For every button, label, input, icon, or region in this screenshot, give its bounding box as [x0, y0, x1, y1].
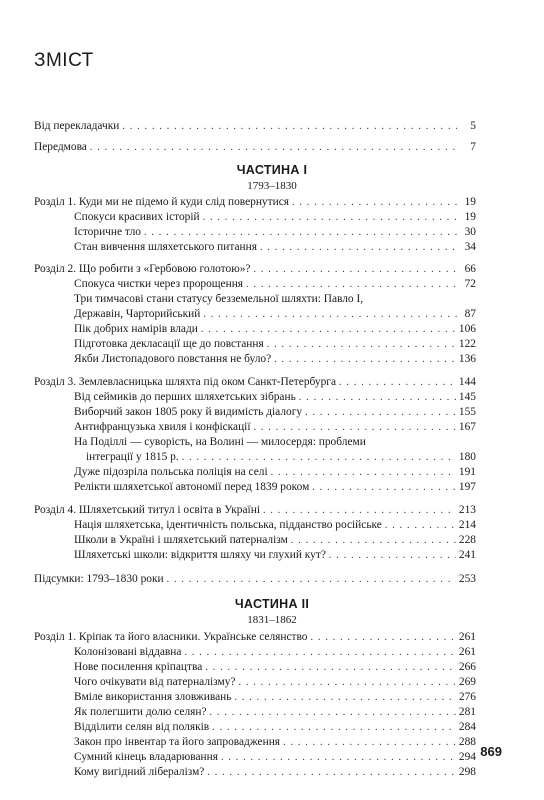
toc-entry: [34, 120, 476, 133]
toc-subentry-label: Спокуса чистки через пророщення: [74, 278, 244, 290]
toc-subentry: [74, 519, 476, 532]
toc-subentry-label: Нація шляхетська, ідентичність польська, підданство російське: [74, 519, 382, 531]
dot-leader: [203, 308, 457, 321]
dot-leader: [122, 120, 457, 133]
toc-subentry-label: Школи в Україні і шляхетський патерналізм: [74, 534, 288, 546]
dot-leader: [260, 241, 457, 254]
dot-leader: [182, 451, 456, 464]
dot-leader: [238, 676, 455, 689]
toc-subentry: [74, 646, 476, 659]
toc-entry-page: 155: [458, 406, 476, 418]
toc-entry-page: 87: [464, 308, 476, 320]
dot-leader: [311, 631, 456, 644]
toc-subentry: [74, 226, 476, 239]
dot-leader: [144, 226, 457, 239]
toc-subentry-label: Шляхетські школи: відкриття шляху чи глухий кут?: [74, 549, 326, 561]
dot-leader: [274, 353, 456, 366]
toc-subentry: [74, 278, 476, 291]
toc-subentry: [74, 338, 476, 351]
toc-entry-page: 19: [464, 196, 476, 208]
toc-subentry: [74, 308, 476, 321]
part-years: 1831–1862: [247, 614, 297, 626]
toc-entry-page: 214: [458, 519, 476, 531]
toc-subentry: [74, 706, 476, 719]
toc-entry-page: 284: [458, 721, 476, 733]
dot-leader: [292, 196, 457, 209]
toc-subentry-label: Кому вигідний лібералізм?: [74, 766, 205, 778]
toc-chapter: [34, 196, 476, 209]
toc-subentry: [86, 451, 476, 464]
dot-leader: [207, 766, 456, 779]
toc-subentry: [74, 676, 476, 689]
toc-entry-page: 298: [458, 766, 476, 778]
toc-subentry-label: Спокуси красивих історій: [74, 211, 200, 223]
toc-subentry-label: Відділити селян від поляків: [74, 721, 210, 733]
dot-leader: [221, 751, 456, 764]
toc-entry-page: 269: [458, 676, 476, 688]
dot-leader: [329, 549, 456, 562]
dot-leader: [291, 534, 456, 547]
toc-chapter-label: Розділ 1. Куди ми не підемо й куди слід повернутися: [34, 196, 289, 208]
toc-subentry: [74, 534, 476, 547]
toc-entry-page: 106: [458, 323, 476, 335]
toc-entry-page: 7: [470, 141, 476, 153]
toc-chapter: [34, 504, 476, 517]
toc-subentry: [74, 391, 476, 404]
toc-entry: [34, 141, 476, 154]
toc-subentry-label: Закон про інвентар та його запровадження: [74, 736, 281, 748]
toc-chapter-label: Розділ 2. Що робити з «Гербовою голотою»?: [34, 263, 251, 275]
toc-entry-page: 66: [464, 263, 476, 275]
dot-leader: [254, 421, 456, 434]
toc-chapter: [34, 376, 476, 389]
dot-leader: [201, 323, 456, 336]
toc-entry-page: 261: [458, 646, 476, 658]
toc-entry-page: 167: [458, 421, 476, 433]
toc-entry-page: 228: [458, 534, 476, 546]
toc-entry-page: 261: [458, 631, 476, 643]
toc-chapter: [34, 631, 476, 644]
toc-subentry: [74, 353, 476, 366]
toc-subentry: [74, 481, 476, 494]
toc-entry-page: 266: [458, 661, 476, 673]
dot-leader: [312, 481, 456, 494]
dot-leader: [271, 466, 456, 479]
dot-leader: [283, 736, 456, 749]
part-heading: ЧАСТИНА І: [236, 163, 308, 177]
toc-entry-page: 5: [470, 120, 476, 132]
dot-leader: [263, 504, 456, 517]
toc-subentry-label: Історичне тло: [74, 226, 141, 238]
toc-subentry-label: Стан вивчення шляхетського питання: [74, 241, 257, 253]
toc-subentry-label: Підготовка декласації ще до повстання: [74, 338, 264, 350]
toc-subentry-label: На Поділлі — суворість, на Волині — милосердя: проблеми: [74, 436, 366, 448]
toc-chapter: [34, 263, 476, 276]
toc-entry-page: 288: [458, 736, 476, 748]
toc-subentry: [74, 549, 476, 562]
page-number: 869: [480, 744, 502, 759]
toc-entry-page: 276: [458, 691, 476, 703]
toc-subentry: [74, 721, 476, 734]
dot-leader: [305, 406, 456, 419]
toc-subentry-label: Чого очікувати від патерналізму?: [74, 676, 236, 688]
toc-entry-page: 19: [464, 211, 476, 223]
dot-leader: [205, 661, 456, 674]
toc-subentry: [74, 466, 476, 479]
part-years: 1793–1830: [247, 180, 297, 192]
toc-chapter-label: Розділ 4. Шляхетський титул і освіта в Україні: [34, 504, 260, 516]
toc-entry-page: 34: [464, 241, 476, 253]
toc-entry-page: 253: [458, 573, 476, 585]
dot-leader: [299, 391, 456, 404]
toc-entry-page: 144: [458, 376, 476, 388]
dot-leader: [234, 691, 455, 704]
toc-entry-page: 241: [458, 549, 476, 561]
toc-entry-label: Від перекладачки: [34, 120, 120, 132]
dot-leader: [267, 338, 456, 351]
toc-subentry-label: Як полегшити долю селян?: [74, 706, 207, 718]
toc-entry-page: 136: [458, 353, 476, 365]
toc-subentry-label: Сумний кінець владарювання: [74, 751, 218, 763]
dot-leader: [210, 706, 456, 719]
toc-entry-page: 294: [458, 751, 476, 763]
dot-leader: [385, 519, 456, 532]
toc-entry-label: Передмова: [34, 141, 87, 153]
toc-subentry-label: Від сеймиків до перших шляхетських зібрань: [74, 391, 296, 403]
dot-leader: [253, 263, 457, 276]
toc-entry-page: 197: [458, 481, 476, 493]
dot-leader: [90, 141, 457, 154]
toc-subentry: [74, 211, 476, 224]
toc-subentry-label: Нове посилення кріпацтва: [74, 661, 203, 673]
toc-subentry-label: Виборчий закон 1805 року й видимість діалогу: [74, 406, 303, 418]
toc-subentry: [74, 736, 476, 749]
toc-chapter-label: Розділ 3. Землевласницька шляхта під оком Санкт-Петербурга: [34, 376, 337, 388]
part-heading: ЧАСТИНА ІІ: [234, 597, 310, 611]
dot-leader: [167, 573, 456, 586]
toc-entry-page: 180: [458, 451, 476, 463]
toc-subentry-label: Три тимчасові стани статусу безземельної шляхти: Павло І,: [74, 293, 364, 305]
toc-subentry-label: Колонізовані віддавна: [74, 646, 182, 658]
toc-subentry: [74, 661, 476, 674]
toc-subentry: [74, 406, 476, 419]
toc-subentry-label: Релікти шляхетської автономії перед 1839 роком: [74, 481, 310, 493]
toc-subentry-label: інтеграції у 1815 р.: [86, 451, 179, 463]
dot-leader: [203, 211, 457, 224]
toc-entry-page: 191: [458, 466, 476, 478]
toc-entry-page: 72: [464, 278, 476, 290]
dot-leader: [339, 376, 456, 389]
toc-entry-page: 281: [458, 706, 476, 718]
toc-subentry: [74, 691, 476, 704]
toc-entry-label: Підсумки: 1793–1830 роки: [34, 573, 164, 585]
toc-subentry-label: Пік добрих намірів влади: [74, 323, 198, 335]
toc-entry-page: 145: [458, 391, 476, 403]
toc-entry-page: 213: [458, 504, 476, 516]
toc-subentry-label: Державін, Чарторийський: [74, 308, 201, 320]
toc-chapter-label: Розділ 1. Кріпак та його власники. Українське селянство: [34, 631, 308, 643]
dot-leader: [184, 646, 455, 659]
toc-subentry-label: Якби Листопадового повстання не було?: [74, 353, 272, 365]
toc-subentry: [74, 766, 476, 779]
toc-subentry-label: Вміле використання зловживань: [74, 691, 232, 703]
toc-subentry-label: Дуже підозріла польська поліція на селі: [74, 466, 268, 478]
toc-entry-page: 122: [458, 338, 476, 350]
toc-subentry: [74, 241, 476, 254]
toc-entry: [34, 573, 476, 586]
toc-subentry: [74, 323, 476, 336]
toc-subentry: [74, 751, 476, 764]
toc-subentry-label: Антифранцузька хвиля і конфіскації: [74, 421, 251, 433]
toc-entry-page: 30: [464, 226, 476, 238]
dot-leader: [212, 721, 456, 734]
page-title: ЗМІСТ: [34, 50, 94, 71]
dot-leader: [246, 278, 457, 291]
toc-subentry: [74, 421, 476, 434]
